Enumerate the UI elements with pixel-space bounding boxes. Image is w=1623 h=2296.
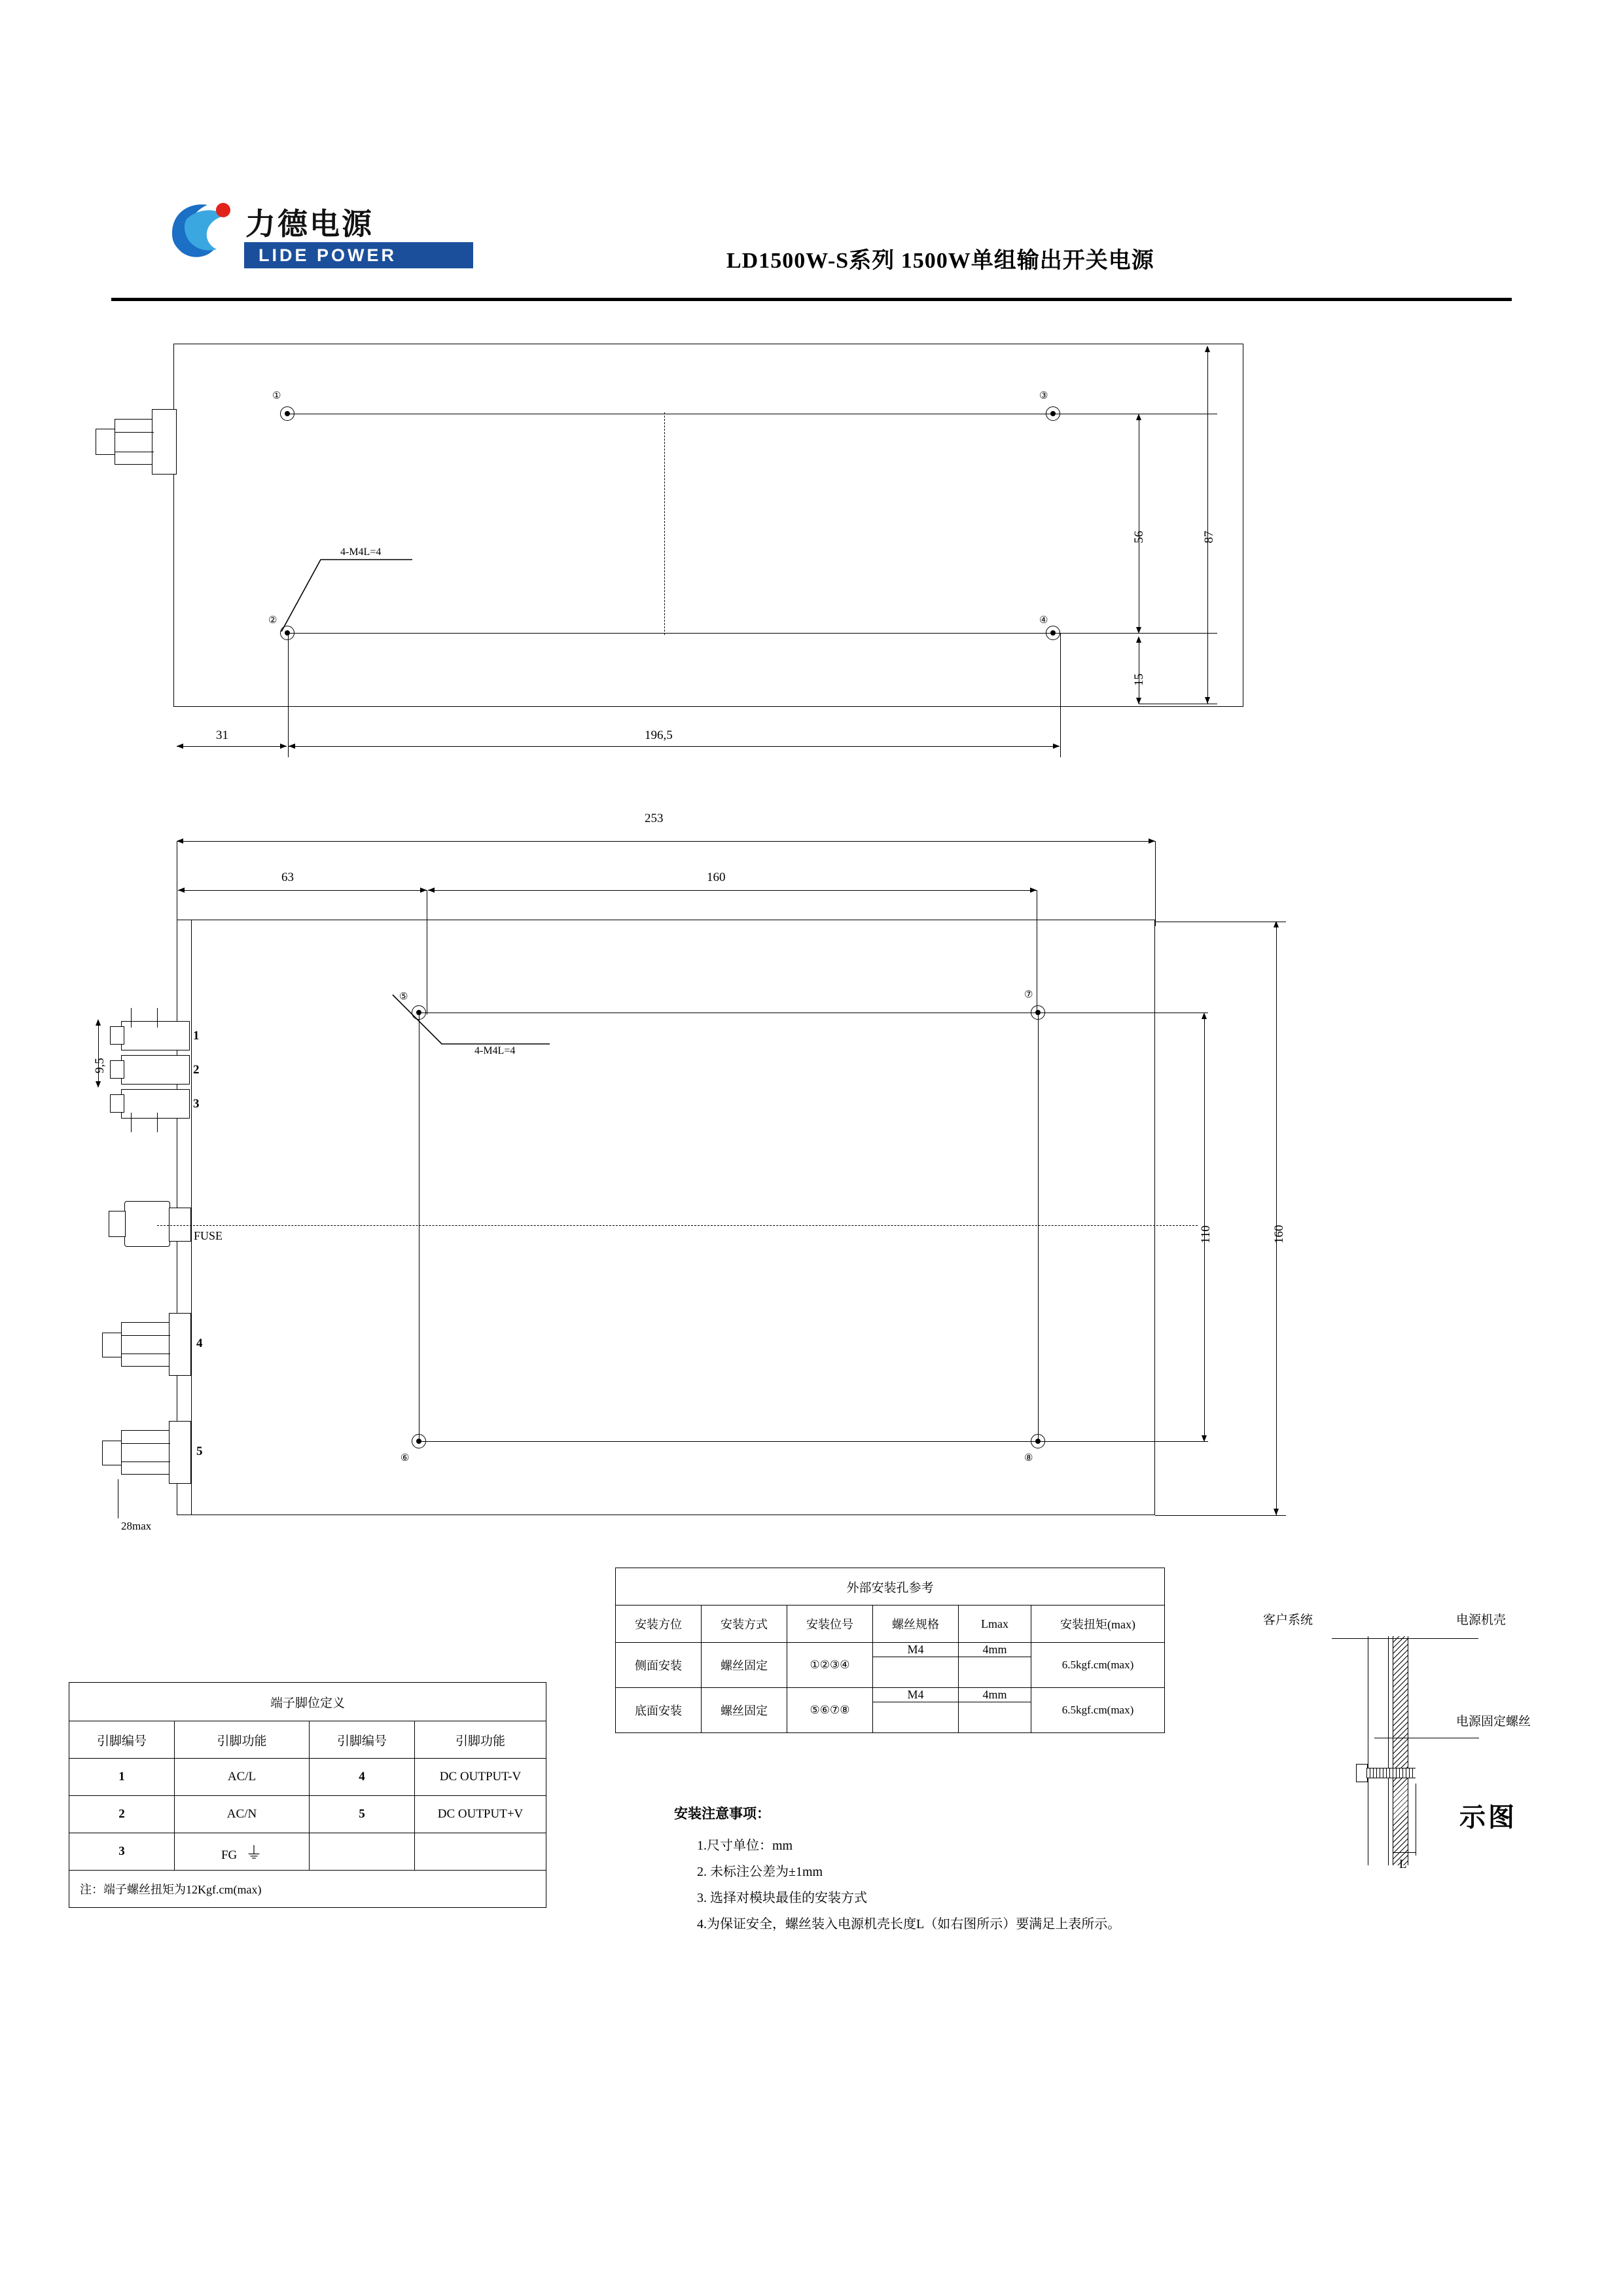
pin-table-cell: AC/L — [175, 1759, 310, 1796]
hole-number: ⑧ — [1024, 1453, 1033, 1463]
hole-line-right — [1038, 1013, 1039, 1441]
terminal-block-2 — [121, 1055, 190, 1085]
mount-table-cell: 4mm — [959, 1643, 1031, 1657]
ground-symbol-icon: ⏚ — [245, 1843, 263, 1863]
pin-label-1: 1 — [193, 1029, 200, 1043]
dim-arrow — [1205, 346, 1210, 352]
bottom-view-centerline — [157, 1225, 1198, 1226]
pin-table-header: 引脚编号 — [69, 1721, 175, 1759]
pin-table-note: 注：端子螺丝扭矩为12Kgf.cm(max) — [69, 1871, 546, 1908]
terminal-pin — [157, 1113, 158, 1132]
dim-arrow — [420, 888, 427, 893]
notes-list — [697, 1833, 1120, 1937]
pin-table-header: 引脚编号 — [310, 1721, 415, 1759]
hole-number: ① — [272, 391, 281, 401]
connector-detail-line — [121, 1443, 170, 1444]
connector-detail-line — [115, 432, 154, 433]
note-item: 4.为保证安全，螺丝装入电源机壳长度L（如右图所示）要满足上表所示。 — [697, 1917, 1121, 1931]
label-power-case: 电源机壳 — [1456, 1613, 1507, 1627]
connector-detail-line — [121, 1335, 170, 1336]
terminal-screw-2 — [110, 1060, 124, 1079]
dim-31: 31 — [216, 728, 228, 742]
mount-table-cell: 6.5kgf.cm(max) — [1031, 1688, 1165, 1733]
hole-number: ④ — [1039, 615, 1048, 626]
dim-arrow — [289, 744, 295, 749]
dim-line-31 — [177, 746, 287, 747]
dim-28max: 28max — [121, 1520, 152, 1532]
dim-56: 56 — [1132, 531, 1146, 543]
pin-table-cell: 1 — [69, 1759, 175, 1796]
bottom-view-outline — [177, 920, 1155, 1515]
pin-label-2: 2 — [193, 1063, 200, 1077]
dc-connector-5 — [121, 1430, 170, 1475]
notes-title: 安装注意事项： — [674, 1806, 770, 1821]
pin-table-cell: AC/N — [175, 1796, 310, 1833]
pin-label-5: 5 — [196, 1444, 203, 1458]
mount-table-header: 安装方式 — [702, 1605, 787, 1643]
mount-table-cell: M4 — [873, 1643, 959, 1657]
dim-arrow — [1274, 1509, 1279, 1515]
top-view-connector-body — [115, 419, 154, 465]
fuse-label: FUSE — [194, 1229, 223, 1242]
hole-number: ⑦ — [1024, 990, 1033, 1000]
terminal-screw-3 — [110, 1094, 124, 1113]
note-item: 3. 选择对模块最佳的安装方式 — [697, 1891, 867, 1905]
pin-table-cell: DC OUTPUT-V — [415, 1759, 546, 1796]
header-divider — [111, 298, 1512, 301]
pin-table-header: 引脚功能 — [175, 1721, 310, 1759]
pin-definition-table — [69, 1682, 546, 1908]
dim-line-9-5 — [98, 1021, 99, 1086]
ext-line — [1155, 1515, 1286, 1516]
hole-number: ③ — [1039, 391, 1048, 401]
pin-table-cell-fg — [175, 1833, 310, 1871]
mount-hole-center — [416, 1439, 421, 1444]
dim-line-L — [1393, 1852, 1416, 1853]
logo-chinese-name: 力德电源 — [245, 206, 374, 242]
pin-table-cell: 3 — [69, 1833, 175, 1871]
page-title: LD1500W-S系列 1500W单组输出开关电源 — [726, 249, 1154, 273]
mount-table-cell: ①②③④ — [787, 1643, 873, 1688]
dim-253: 253 — [645, 812, 664, 825]
pin-table-cell — [415, 1833, 546, 1871]
dim-arrow — [1205, 697, 1210, 704]
mount-table-cell: 螺丝固定 — [702, 1643, 787, 1688]
terminal-pin — [157, 1008, 158, 1028]
mount-table-cell: 底面安装 — [616, 1688, 702, 1733]
pin-table-cell: 5 — [310, 1796, 415, 1833]
logo-english-name: LIDE POWER — [259, 245, 397, 265]
mount-table-cell: ⑤⑥⑦⑧ — [787, 1688, 873, 1733]
bottom-view-callout-leader — [386, 988, 556, 1060]
mount-table-cell: 6.5kgf.cm(max) — [1031, 1643, 1165, 1688]
dim-110: 110 — [1199, 1225, 1213, 1244]
top-view-outline — [173, 344, 1243, 707]
dim-160-vertical: 160 — [1272, 1225, 1286, 1244]
terminal-screw-1 — [110, 1026, 124, 1045]
dim-arrow — [177, 838, 183, 844]
dim-arrow — [1136, 636, 1141, 643]
fuse-body — [124, 1201, 170, 1247]
pin-table-cell: 4 — [310, 1759, 415, 1796]
dim-arrow — [1136, 414, 1141, 420]
pin-table-cell: 2 — [69, 1796, 175, 1833]
mounting-hole-table — [615, 1568, 1165, 1733]
dim-63: 63 — [281, 870, 294, 884]
diagram-title: 示图 — [1459, 1803, 1517, 1833]
pin-label-3: 3 — [193, 1097, 200, 1111]
pin-table-cell — [310, 1833, 415, 1871]
leader-line — [1400, 1638, 1478, 1639]
fuse-flange — [169, 1208, 191, 1242]
mount-table-cell: 侧面安装 — [616, 1643, 702, 1688]
hole-line-bottom — [419, 1441, 1038, 1442]
top-view-connector-flange — [152, 409, 177, 475]
dim-L: L — [1399, 1857, 1407, 1871]
company-logo — [167, 196, 474, 288]
dim-196-5: 196,5 — [645, 728, 673, 742]
pin-table-cell: DC OUTPUT+V — [415, 1796, 546, 1833]
dim-arrow — [96, 1019, 101, 1026]
ext-line-v — [1060, 633, 1061, 757]
dc-connector-4-flange — [169, 1313, 191, 1376]
mount-table-cell: M4 — [873, 1688, 959, 1702]
ext-line — [1060, 633, 1217, 634]
label-fixing-screw: 电源固定螺丝 — [1456, 1715, 1531, 1729]
hole-number: ② — [268, 615, 277, 626]
pin-label-4: 4 — [196, 1336, 203, 1350]
pin-table-title: 端子脚位定义 — [69, 1683, 546, 1721]
terminal-pin — [131, 1008, 132, 1028]
ext-line-v — [1155, 841, 1156, 926]
dim-line-160 — [428, 890, 1037, 891]
dim-arrow — [428, 888, 435, 893]
top-view-connector-tip — [96, 429, 115, 455]
pin-table-header: 引脚功能 — [415, 1721, 546, 1759]
ext-line-v — [288, 633, 289, 757]
screw-thread — [1366, 1768, 1416, 1778]
logo-mark-icon — [167, 200, 239, 268]
dim-arrow — [1030, 888, 1037, 893]
top-view-centerline — [664, 412, 665, 635]
dim-arrow — [96, 1081, 101, 1088]
dc-connector-5-flange — [169, 1421, 191, 1484]
mount-table-header: 安装位号 — [787, 1605, 873, 1643]
dim-line-160v — [1276, 923, 1277, 1515]
mount-table-cell: 螺丝固定 — [702, 1688, 787, 1733]
dim-87: 87 — [1202, 531, 1216, 543]
top-view-callout-text: 4-M4L=4 — [340, 547, 382, 558]
dc-connector-4-tip — [102, 1333, 122, 1357]
dim-arrow — [1202, 1013, 1207, 1019]
hole-number: ⑥ — [401, 1453, 410, 1463]
power-supply-case — [1393, 1636, 1408, 1865]
ext-line — [1038, 1441, 1208, 1442]
bottom-view-inner-edge — [191, 920, 192, 1515]
dim-arrow — [178, 888, 185, 893]
mount-hole-center — [1050, 411, 1056, 416]
customer-panel — [1368, 1636, 1389, 1865]
mount-table-header: 安装扭矩(max) — [1031, 1605, 1165, 1643]
mount-hole-center — [1050, 630, 1056, 636]
hole-number: ⑤ — [399, 992, 408, 1002]
terminal-pin — [131, 1113, 132, 1132]
dim-9-5: 9,5 — [93, 1058, 107, 1073]
fuse-cap — [109, 1211, 126, 1237]
dc-connector-5-tip — [102, 1441, 122, 1465]
dc-connector-4 — [121, 1322, 170, 1367]
note-item: 1.尺寸单位：mm — [697, 1839, 793, 1853]
mount-table-cell: 4mm — [959, 1688, 1031, 1702]
dim-arrow — [1053, 744, 1060, 749]
dim-arrow — [177, 744, 183, 749]
bottom-view-callout-text: 4-M4L=4 — [474, 1045, 516, 1056]
mount-table-header: 安装方位 — [616, 1605, 702, 1643]
mount-table-title: 外部安装孔参考 — [616, 1568, 1165, 1605]
dim-line-253 — [177, 841, 1155, 842]
mount-hole-center — [285, 411, 290, 416]
label-customer-system: 客户系统 — [1263, 1613, 1313, 1627]
dim-15: 15 — [1132, 673, 1146, 686]
note-item: 2. 未标注公差为±1mm — [697, 1865, 823, 1879]
dim-line-63 — [178, 890, 427, 891]
dim-line-196-5 — [289, 746, 1060, 747]
fg-text: FG — [221, 1848, 238, 1862]
dim-160: 160 — [707, 870, 726, 884]
mount-table-header: 螺丝规格 — [873, 1605, 959, 1643]
dim-line-87 — [1207, 347, 1208, 704]
dim-arrow — [1149, 838, 1155, 844]
dim-arrow — [280, 744, 287, 749]
mount-table-header: Lmax — [959, 1605, 1031, 1643]
